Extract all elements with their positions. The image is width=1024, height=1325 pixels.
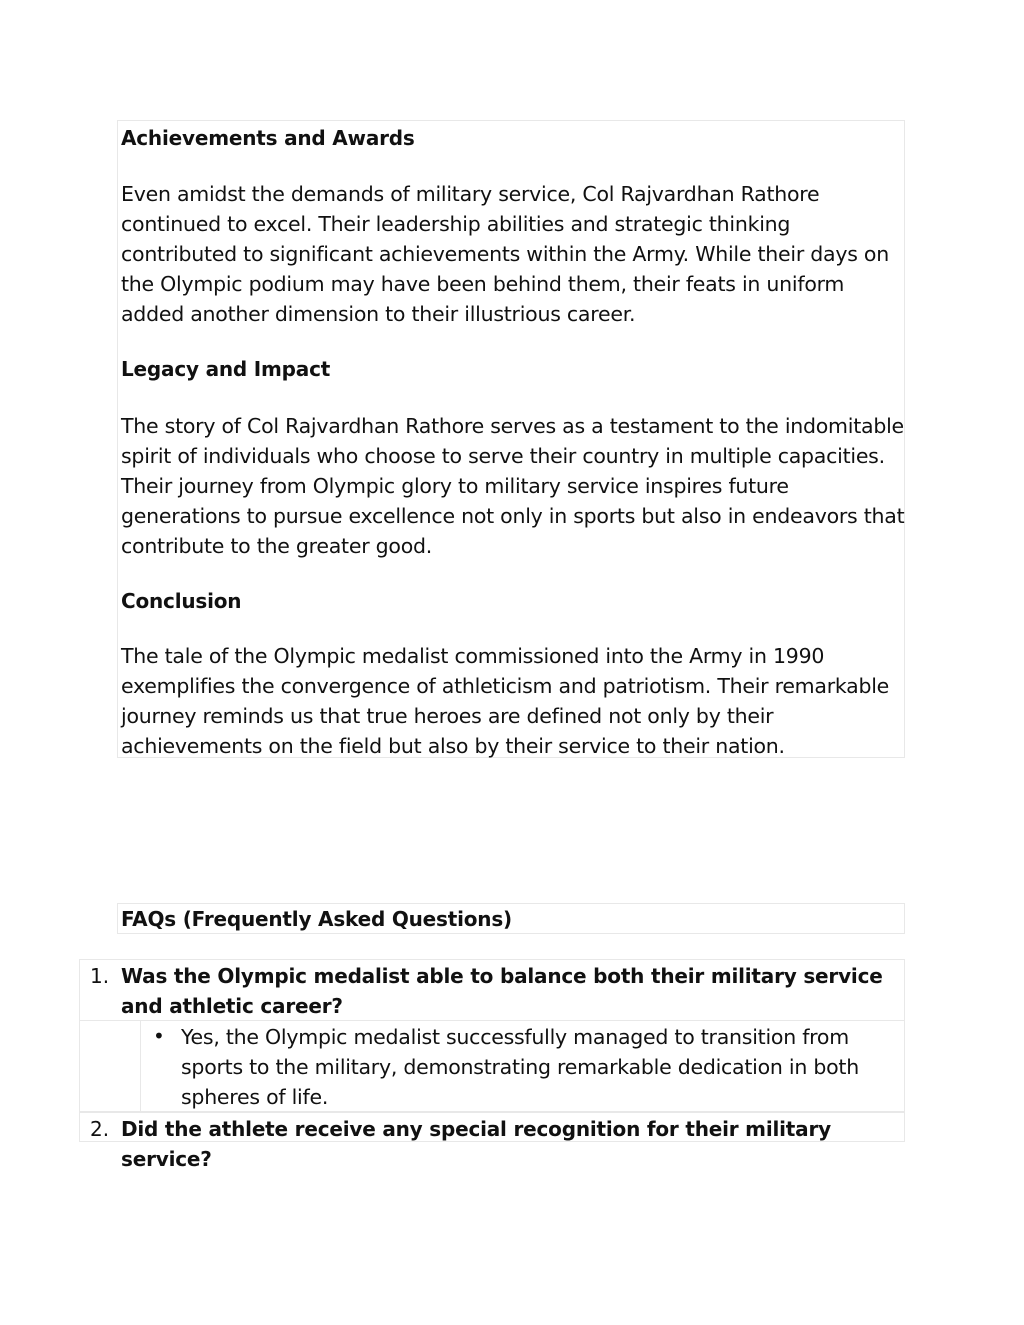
bullet-icon: • — [153, 1024, 165, 1048]
faq-question-number: 1. — [90, 964, 110, 988]
conclusion-heading: Conclusion — [121, 589, 242, 613]
faq-question-number: 2. — [90, 1117, 110, 1141]
faq-question-text: Was the Olympic medalist able to balance both their military service and athletic career? — [121, 964, 883, 1018]
legacy-paragraph: The story of Col Rajvardhan Rathore serves as a testament to the indomitable spirit of individuals who choose to serve their country in multiple capacities. Their journey from Olympic glory to military service inspires future generations to pursue excellence not only in sports but also in endeavors that contribute to the greater good. — [121, 414, 905, 558]
article-content-box — [117, 120, 905, 758]
legacy-heading: Legacy and Impact — [121, 357, 331, 381]
faq-question-text: Did the athlete receive any special recognition for their military service? — [121, 1117, 831, 1171]
faq-answer-row — [140, 1020, 905, 1112]
faq-answer-text: Yes, the Olympic medalist successfully managed to transition from sports to the military, demonstrating remarkable dedication in both spheres of life. — [181, 1025, 859, 1109]
achievements-heading: Achievements and Awards — [121, 126, 415, 150]
achievements-paragraph: Even amidst the demands of military service, Col Rajvardhan Rathore continued to excel. Their leadership abilities and strategic thinking contributed to significant achievements within the Army. While their days on the Olympic podium may have been behind them, their feats in uniform added another dimension to their illustrious career. — [121, 182, 889, 326]
faq-answer-gutter — [79, 1020, 141, 1112]
faq-title-box — [117, 903, 905, 934]
faq-question-row — [79, 959, 905, 1021]
faq-heading: FAQs (Frequently Asked Questions) — [121, 907, 512, 931]
faq-question-row — [79, 1112, 905, 1171]
conclusion-paragraph: The tale of the Olympic medalist commissioned into the Army in 1990 exemplifies the convergence of athleticism and patriotism. Their remarkable journey reminds us that true heroes are defined not only by their achievements on the field but also by their service to their nation. — [121, 644, 890, 758]
